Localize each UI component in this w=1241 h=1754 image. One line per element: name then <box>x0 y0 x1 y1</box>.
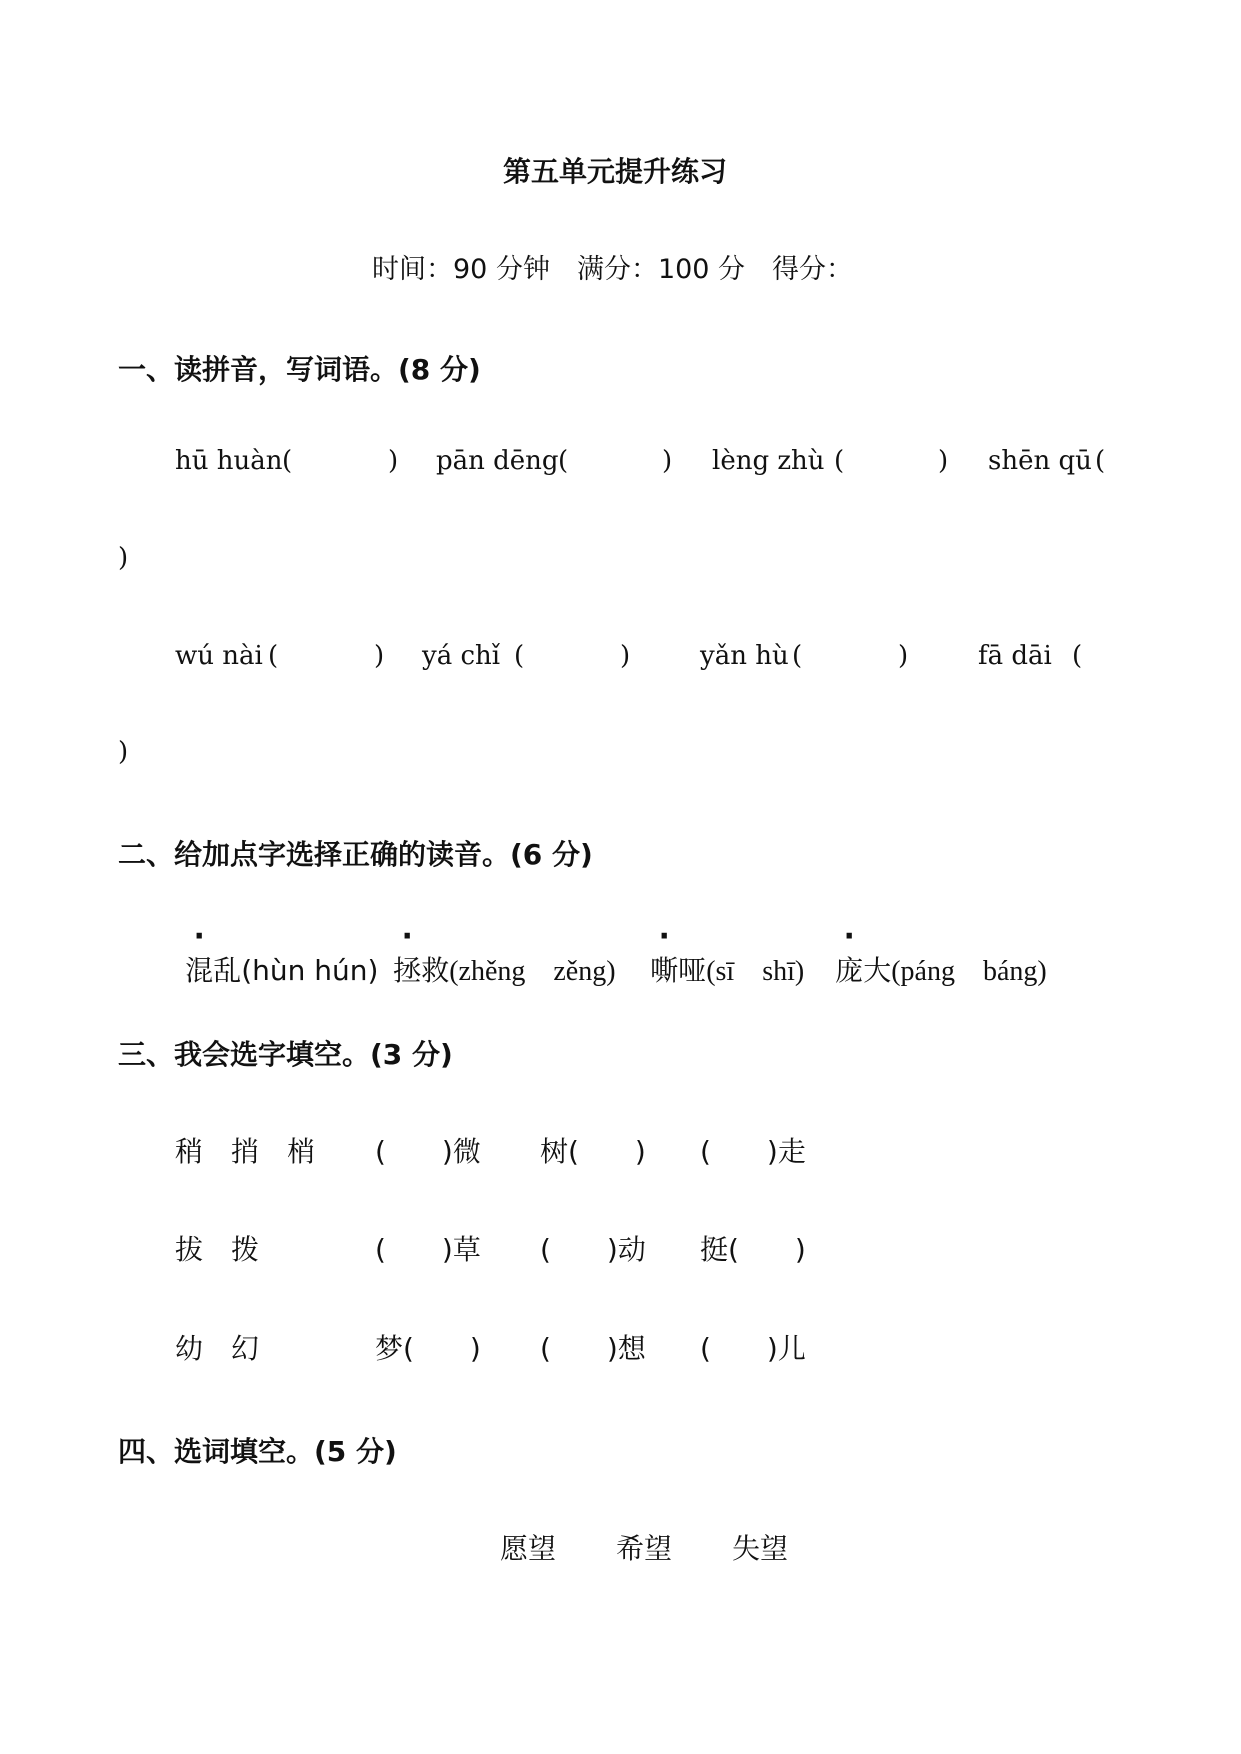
fill-blank[interactable]: ( )儿 <box>700 1332 806 1365</box>
word-rest: 哑 <box>678 954 707 987</box>
dotted-char: 嘶 <box>650 954 679 987</box>
fill-blank[interactable]: 树( ) <box>540 1135 646 1168</box>
page-title: 第五单元提升练习 <box>503 155 728 188</box>
reading-options: (zhěng zěng) <box>449 956 616 987</box>
pinyin-item: lèng zhù <box>712 446 825 476</box>
pinyin-item: fā dāi <box>978 641 1052 671</box>
pinyin-item: hū huàn <box>175 446 283 476</box>
section-heading-1: 一、读拼音，写词语。(8 分) <box>118 353 481 386</box>
word-option: 希望 <box>616 1534 673 1565</box>
section-heading-3: 三、我会选字填空。(3 分) <box>118 1038 453 1071</box>
fill-blank[interactable]: ( )走 <box>700 1135 806 1168</box>
reading-item <box>383 930 616 989</box>
reading-options: (sī shī) <box>706 956 805 987</box>
answer-blank-close: ) <box>898 641 909 671</box>
answer-blank-open[interactable]: ( <box>558 446 569 476</box>
answer-blank-close: ) <box>662 446 673 476</box>
pinyin-item: yǎn hù <box>700 641 789 671</box>
word-option: 愿望 <box>500 1534 557 1565</box>
fill-blank[interactable]: ( )想 <box>540 1332 646 1365</box>
fill-blank[interactable]: 梦( ) <box>375 1332 481 1365</box>
word-rest: 大 <box>863 954 892 987</box>
answer-blank-open[interactable]: ( <box>1095 446 1106 476</box>
dotted-char: 庞 <box>835 954 864 987</box>
section-heading-2: 二、给加点字选择正确的读音。(6 分) <box>118 838 593 871</box>
answer-blank-open[interactable]: ( <box>792 641 803 671</box>
pinyin-item: shēn qū <box>988 446 1092 476</box>
fill-blank[interactable]: 挺( ) <box>700 1233 806 1266</box>
answer-blank-open[interactable]: ( <box>1072 641 1083 671</box>
dotted-char: 混 <box>185 954 214 987</box>
answer-blank-open[interactable]: ( <box>282 446 293 476</box>
fill-blank[interactable]: ( )微 <box>375 1135 481 1168</box>
answer-blank-close: ) <box>374 641 385 671</box>
answer-blank-close: ) <box>938 446 949 476</box>
char-choices: 幼 幻 <box>175 1332 260 1365</box>
fill-blank[interactable]: ( )动 <box>540 1233 646 1266</box>
reading-options: (hùn hún) <box>241 954 379 987</box>
reading-item <box>175 930 378 989</box>
answer-blank-close: ) <box>118 543 129 573</box>
pinyin-item: wú nài <box>175 641 263 671</box>
answer-blank-open[interactable]: ( <box>268 641 279 671</box>
word-rest: 救 <box>421 954 450 987</box>
fill-blank[interactable]: ( )草 <box>375 1233 481 1266</box>
answer-blank-close: ) <box>388 446 399 476</box>
word-rest: 乱 <box>213 954 242 987</box>
answer-blank-close: ) <box>620 641 631 671</box>
char-choices: 拔 拨 <box>175 1233 260 1266</box>
reading-options: (páng báng) <box>891 956 1047 987</box>
word-option: 失望 <box>732 1534 789 1565</box>
reading-item <box>825 930 1047 989</box>
pinyin-item: pān dēng <box>436 446 559 476</box>
pinyin-item: yá chǐ <box>422 641 501 671</box>
answer-blank-open[interactable]: ( <box>834 446 845 476</box>
dotted-char: 拯 <box>393 954 422 987</box>
reading-item <box>640 930 804 989</box>
answer-blank-open[interactable]: ( <box>514 641 525 671</box>
char-choices: 稍 捎 梢 <box>175 1135 316 1168</box>
section-heading-4: 四、选词填空。(5 分) <box>118 1435 397 1468</box>
exam-meta: 时间：90 分钟 满分：100 分 得分： <box>372 254 854 285</box>
answer-blank-close: ) <box>118 737 129 767</box>
